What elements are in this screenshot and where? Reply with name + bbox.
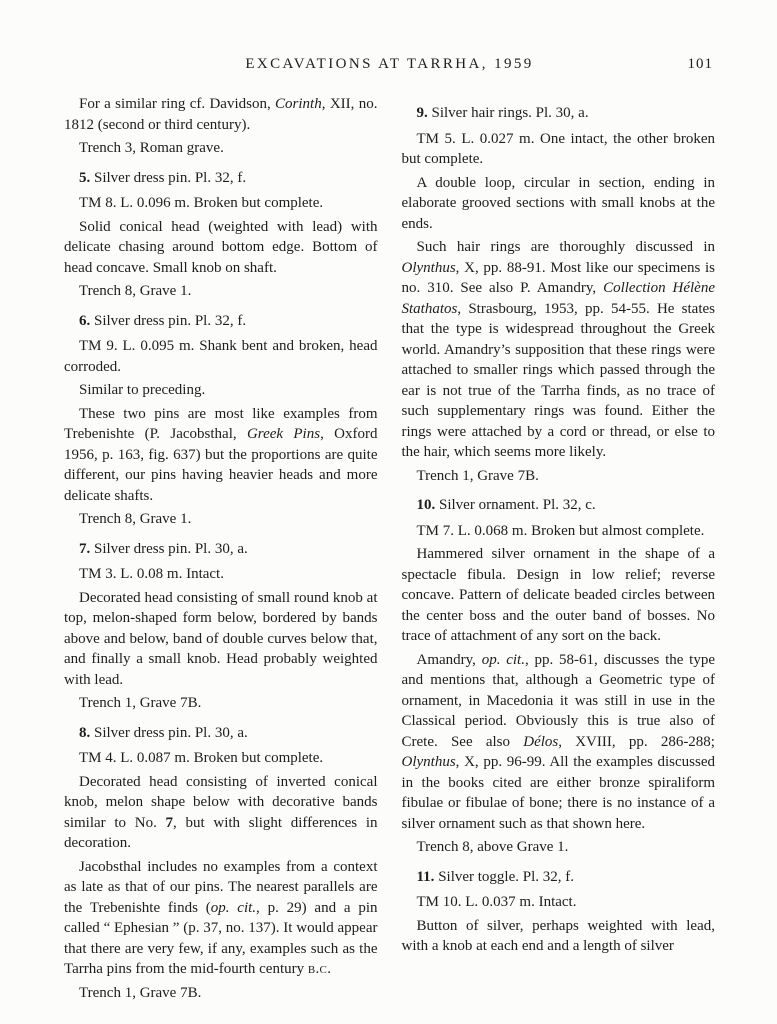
- text-run: A double loop, circular in section, ending in elaborate grooved sections with small knobs at the ends.: [401, 174, 715, 232]
- left-column: [64, 94, 378, 1006]
- text-run: These two pins are most like examples from Trebenishte (P. Jacobsthal,: [64, 405, 378, 442]
- text-run: Silver ornament. Pl. 32, c.: [435, 497, 596, 513]
- text-run: , XVIII, pp. 286-288;: [558, 733, 715, 750]
- text-run: , p. 29) and a pin called “ Ephesian ” (p. 37, no. 137). It would appear that there are very few, if any, examples such as the Tarrha pins from the mid-fourth century: [64, 899, 378, 977]
- text-run: 6.: [79, 312, 91, 329]
- paragraph: [402, 892, 716, 913]
- text-run: , X, pp. 96-99. All the examples discussed in the books cited are either bronze spiraliform fibulae or fibulae of bone; there is no instance of a silver ornament such as that shown here.: [401, 754, 715, 832]
- text-run: , X, pp. 88-91. Most like our specimens is no. 310. See also P. Amandry,: [401, 259, 715, 296]
- paragraph: [402, 916, 716, 957]
- text-run: Trench 3, Roman grave.: [79, 140, 224, 156]
- text-run: TM 3. L. 0.08 m. Intact.: [79, 566, 224, 582]
- catalog-entry-heading: [64, 539, 378, 560]
- text-run: , Strasbourg, 1953, pp. 54-55. He states that the type is widespread throughout the Greek world. Amandry’s supposition that these rings were attached to smaller rings which passed through the ear is not true of the Tarrha finds, as no trace of such supplementary rings was found. Either the rings were attached by a cord or thread, or else to the hair, which seems more likely.: [401, 300, 715, 460]
- text-run: 10.: [416, 497, 436, 513]
- text-run: Trench 1, Grave 7B.: [416, 467, 539, 484]
- text-run: TM 5. L. 0.027 m. One intact, the other broken but complete.: [401, 130, 715, 167]
- paragraph: [402, 129, 716, 170]
- paragraph: [402, 237, 716, 463]
- running-title: EXCAVATIONS AT TARRHA, 1959: [245, 56, 534, 72]
- paragraph: [64, 380, 378, 401]
- text-run: Decorated head consisting of inverted conical knob, melon shape below with decorative bands similar to No.: [64, 773, 378, 831]
- paragraph: [64, 193, 378, 214]
- catalog-entry-heading: [64, 723, 378, 744]
- text-run: Trench 1, Grave 7B.: [79, 695, 202, 711]
- text-run: Silver dress pin. Pl. 32, f.: [90, 312, 247, 329]
- paragraph: [64, 588, 378, 691]
- text-run: , but with slight differences in decoration.: [64, 814, 378, 851]
- paragraph: [64, 404, 378, 507]
- text-run: op. cit.: [481, 651, 525, 668]
- text-run: Trench 8, above Grave 1.: [416, 839, 569, 855]
- text-run: Silver toggle. Pl. 32, f.: [434, 868, 575, 885]
- text-run: Solid conical head (weighted with lead) with delicate chasing around bottom edge. Bottom of head concave. Small knob on shaft.: [64, 218, 378, 276]
- paragraph: [64, 138, 378, 159]
- catalog-entry-heading: [64, 168, 378, 189]
- catalog-entry-heading: [64, 311, 378, 332]
- text-run: Silver dress pin. Pl. 30, a.: [90, 724, 248, 741]
- text-run: 7: [165, 814, 174, 831]
- text-run: For a similar ring cf. Davidson,: [79, 96, 276, 112]
- paragraph: [64, 857, 378, 980]
- text-run: Silver hair rings. Pl. 30, a.: [427, 105, 589, 121]
- text-run: TM 7. L. 0.068 m. Broken but almost complete.: [416, 522, 705, 539]
- text-run: TM 10. L. 0.037 m. Intact.: [416, 894, 577, 910]
- paragraph: [402, 544, 716, 647]
- paragraph: [64, 772, 378, 854]
- text-run: Silver dress pin. Pl. 32, f.: [90, 169, 247, 186]
- paragraph: [64, 564, 378, 585]
- text-run: Jacobsthal includes no examples from a context as late as that of our pins. The nearest parallels are the Trebenishte finds (: [64, 858, 378, 916]
- catalog-entry-heading: [402, 867, 716, 888]
- text-run: Similar to preceding.: [79, 382, 206, 398]
- paragraph: [402, 837, 716, 858]
- paragraph: [402, 173, 716, 235]
- paragraph: [64, 748, 378, 769]
- text-run: Silver dress pin. Pl. 30, a.: [90, 540, 248, 557]
- text-run: , XII, no. 1812 (second or third century).: [64, 96, 378, 133]
- text-run: Olynthus: [401, 259, 456, 276]
- text-run: TM 4. L. 0.087 m. Broken but complete.: [79, 750, 324, 766]
- text-run: Trench 8, Grave 1.: [79, 283, 192, 299]
- text-run: Corinth: [275, 96, 322, 112]
- text-run: Hammered silver ornament in the shape of a spectacle fibula. Design in low relief; reverse concave. Pattern of delicate beaded circles between the center boss and the outer band of bosses. No trace of attachment of any sort on the back.: [401, 546, 715, 644]
- text-run: , Oxford 1956, p. 163, fig. 637) but the proportions are quite different, our pins having heavier heads and more delicate shafts.: [64, 426, 378, 504]
- paragraph: [402, 466, 716, 487]
- catalog-entry-heading: [402, 103, 716, 124]
- text-run: Trench 8, Grave 1.: [79, 511, 192, 527]
- text-run: Decorated head consisting of small round knob at top, melon-shaped form below, bordered by bands above and below, band of double curves below that, and finally a small knob. Head probably weighted with lead.: [64, 589, 378, 688]
- page-number: 101: [687, 56, 713, 72]
- text-run: Greek Pins: [246, 426, 321, 442]
- text-run: 11.: [416, 868, 435, 885]
- page-header: [64, 56, 715, 80]
- text-run: Such hair rings are thoroughly discussed in: [416, 239, 715, 255]
- text-run: op. cit.: [210, 899, 257, 916]
- text-run: , pp. 58-61, discusses the type and mentions that, although a Geometric type of ornament, in Macedonia it was still in use in the Classical period. Obviously this is true also of Crete. See also: [401, 651, 716, 750]
- paragraph: [64, 509, 378, 530]
- paragraph: [64, 281, 378, 302]
- text-run: 7.: [79, 540, 91, 557]
- paragraph: [402, 650, 716, 835]
- text-run: b.c.: [307, 961, 332, 977]
- text-run: 8.: [79, 724, 91, 741]
- text-run: Délos: [523, 733, 559, 750]
- text-run: Trench 1, Grave 7B.: [79, 984, 202, 1001]
- paragraph: [64, 983, 378, 1004]
- text-run: 5.: [79, 169, 91, 186]
- paragraph: [64, 94, 378, 135]
- paragraph: [64, 693, 378, 714]
- text-columns: [64, 94, 715, 1006]
- paragraph: [402, 521, 716, 542]
- text-run: Olynthus: [401, 754, 456, 770]
- text-run: Button of silver, perhaps weighted with lead, with a knob at each end and a length of silver: [401, 917, 715, 954]
- text-run: Collection Hélène Stathatos: [401, 280, 715, 317]
- text-run: Amandry,: [416, 651, 482, 668]
- paragraph: [64, 336, 378, 377]
- right-column: [402, 94, 716, 1006]
- catalog-entry-heading: [402, 495, 716, 516]
- paragraph: [64, 217, 378, 279]
- text-run: 9.: [416, 105, 428, 121]
- text-run: TM 9. L. 0.095 m. Shank bent and broken, head corroded.: [64, 338, 378, 375]
- text-run: TM 8. L. 0.096 m. Broken but complete.: [79, 195, 324, 211]
